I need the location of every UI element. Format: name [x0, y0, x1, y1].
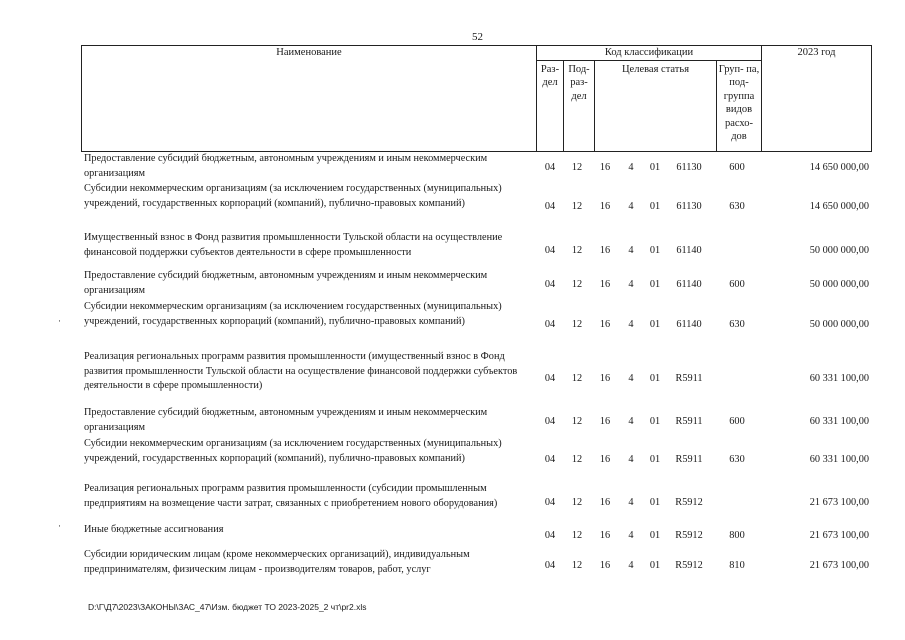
cell-podrazdel: 12	[571, 162, 583, 173]
cell-vr: 600	[729, 162, 745, 173]
table-row	[81, 269, 871, 299]
cell-cs2: 4	[628, 201, 634, 212]
table-row	[81, 548, 871, 582]
row-name: Субсидии юридическим лицам (кроме некоммерческих организаций), индивидуальным предпринимателям, физическим лицам - производителям товаров, работ, услуг	[84, 549, 470, 575]
cell-podrazdel: 12	[571, 560, 583, 571]
cell-cs1: 16	[599, 201, 611, 212]
cell-cs1: 16	[599, 416, 611, 427]
cell-cs2: 4	[628, 416, 634, 427]
cell-razdel: 04	[544, 319, 556, 330]
column-header-year: 2023 год	[762, 46, 872, 152]
margin-mark: ·	[58, 316, 61, 326]
cell-podrazdel: 12	[571, 245, 583, 256]
cell-podrazdel: 12	[571, 497, 583, 508]
row-name: Иные бюджетные ассигнования	[84, 524, 224, 535]
cell-cs1: 16	[599, 162, 611, 173]
cell-razdel: 04	[544, 162, 556, 173]
table-row	[81, 523, 871, 547]
page-number: 52	[472, 31, 483, 43]
cell-cs4: 61140	[676, 319, 702, 330]
cell-razdel: 04	[544, 497, 556, 508]
cell-cs4: R5911	[675, 373, 703, 384]
cell-cs4: 61130	[676, 162, 702, 173]
cell-amount: 21 673 100,00	[809, 530, 869, 541]
cell-cs3: 01	[649, 373, 661, 384]
cell-podrazdel: 12	[571, 279, 583, 290]
cell-cs4: 61140	[676, 279, 702, 290]
cell-razdel: 04	[544, 245, 556, 256]
cell-amount: 50 000 000,00	[809, 279, 869, 290]
cell-cs2: 4	[628, 560, 634, 571]
cell-cs4: R5912	[675, 560, 703, 571]
cell-podrazdel: 12	[571, 530, 583, 541]
cell-cs2: 4	[628, 454, 634, 465]
table-row	[81, 182, 871, 230]
row-name: Предоставление субсидий бюджетным, автономным учреждениям и иным некоммерческим организациям	[84, 153, 488, 179]
table-row	[81, 406, 871, 436]
table-row	[81, 152, 871, 182]
cell-cs3: 01	[649, 279, 661, 290]
cell-cs1: 16	[599, 373, 611, 384]
row-name: Субсидии некоммерческим организациям (за исключением государственных (муниципальных) учреждений, государственных корпораций (компаний), публично-правовых компаний)	[84, 183, 502, 209]
table-header	[81, 45, 872, 152]
cell-cs4: R5912	[675, 497, 703, 508]
table-row	[81, 350, 871, 405]
table-row	[81, 482, 871, 522]
cell-razdel: 04	[544, 373, 556, 384]
cell-cs4: R5911	[675, 454, 703, 465]
cell-cs2: 4	[628, 497, 634, 508]
cell-podrazdel: 12	[571, 416, 583, 427]
column-header-section: Раз- дел	[537, 60, 564, 151]
row-name: Субсидии некоммерческим организациям (за исключением государственных (муниципальных) учреждений, государственных корпораций (компаний), публично-правовых компаний)	[84, 438, 502, 464]
cell-amount: 60 331 100,00	[809, 416, 869, 427]
column-header-target-article: Целевая статья	[595, 60, 717, 151]
file-path-footer: D:\Г\Д7\2023\ЗАКОНЫ\ЗАС_47\Изм. бюджет ТО 2023-2025_2 чт\pr2.xls	[88, 602, 367, 612]
cell-cs3: 01	[649, 162, 661, 173]
cell-vr: 600	[729, 416, 745, 427]
cell-amount: 60 331 100,00	[809, 454, 869, 465]
cell-cs3: 01	[649, 201, 661, 212]
cell-cs1: 16	[599, 497, 611, 508]
cell-cs3: 01	[649, 245, 661, 256]
column-header-classification: Код классификации	[537, 46, 762, 61]
column-header-name: Наименование	[82, 46, 537, 152]
cell-podrazdel: 12	[571, 319, 583, 330]
cell-cs3: 01	[649, 319, 661, 330]
cell-razdel: 04	[544, 560, 556, 571]
cell-cs1: 16	[599, 245, 611, 256]
cell-vr: 810	[729, 560, 745, 571]
cell-podrazdel: 12	[571, 201, 583, 212]
cell-amount: 14 650 000,00	[809, 162, 869, 173]
row-name: Предоставление субсидий бюджетным, автономным учреждениям и иным некоммерческим организациям	[84, 407, 488, 433]
cell-cs2: 4	[628, 162, 634, 173]
cell-cs3: 01	[649, 497, 661, 508]
table-row	[81, 231, 871, 269]
cell-cs4: 61130	[676, 201, 702, 212]
cell-cs2: 4	[628, 279, 634, 290]
cell-amount: 50 000 000,00	[809, 319, 869, 330]
cell-vr: 630	[729, 454, 745, 465]
cell-podrazdel: 12	[571, 373, 583, 384]
cell-cs3: 01	[649, 530, 661, 541]
cell-cs4: R5911	[675, 416, 703, 427]
row-name: Реализация региональных программ развития промышленности (субсидии промышленным предприятиям на возмещение части затрат, связанных с приобретением нового оборудования)	[84, 483, 498, 509]
cell-amount: 21 673 100,00	[809, 497, 869, 508]
cell-razdel: 04	[544, 454, 556, 465]
cell-cs1: 16	[599, 279, 611, 290]
cell-razdel: 04	[544, 416, 556, 427]
cell-cs1: 16	[599, 319, 611, 330]
column-header-group: Груп- па, под- группа видов расхо- дов	[717, 60, 762, 151]
margin-mark: ·	[58, 521, 61, 531]
cell-cs3: 01	[649, 560, 661, 571]
table-row	[81, 300, 871, 348]
row-name: Предоставление субсидий бюджетным, автономным учреждениям и иным некоммерческим организациям	[84, 270, 488, 296]
row-name: Реализация региональных программ развития промышленности (имущественный взнос в Фонд развития промышленности Тульской области на осуществление финансовой поддержки субъектов деятельности в сфере промышленности)	[84, 351, 518, 392]
column-header-subsection: Под- раз- дел	[564, 60, 595, 151]
cell-amount: 14 650 000,00	[809, 201, 869, 212]
cell-cs4: 61140	[676, 245, 702, 256]
cell-podrazdel: 12	[571, 454, 583, 465]
cell-cs2: 4	[628, 319, 634, 330]
cell-vr: 600	[729, 279, 745, 290]
cell-cs2: 4	[628, 530, 634, 541]
cell-cs4: R5912	[675, 530, 703, 541]
cell-razdel: 04	[544, 279, 556, 290]
cell-vr: 800	[729, 530, 745, 541]
cell-razdel: 04	[544, 530, 556, 541]
cell-cs1: 16	[599, 560, 611, 571]
cell-cs3: 01	[649, 454, 661, 465]
cell-vr: 630	[729, 201, 745, 212]
cell-vr: 630	[729, 319, 745, 330]
row-name: Имущественный взнос в Фонд развития промышленности Тульской области на осуществление финансовой поддержки субъектов деятельности в сфере промышленности	[84, 232, 503, 258]
cell-amount: 21 673 100,00	[809, 560, 869, 571]
cell-cs1: 16	[599, 530, 611, 541]
row-name: Субсидии некоммерческим организациям (за исключением государственных (муниципальных) учреждений, государственных корпораций (компаний), публично-правовых компаний)	[84, 301, 502, 327]
cell-razdel: 04	[544, 201, 556, 212]
cell-cs2: 4	[628, 373, 634, 384]
cell-cs1: 16	[599, 454, 611, 465]
cell-amount: 50 000 000,00	[809, 245, 869, 256]
cell-cs3: 01	[649, 416, 661, 427]
cell-cs2: 4	[628, 245, 634, 256]
cell-amount: 60 331 100,00	[809, 373, 869, 384]
table-row	[81, 437, 871, 481]
